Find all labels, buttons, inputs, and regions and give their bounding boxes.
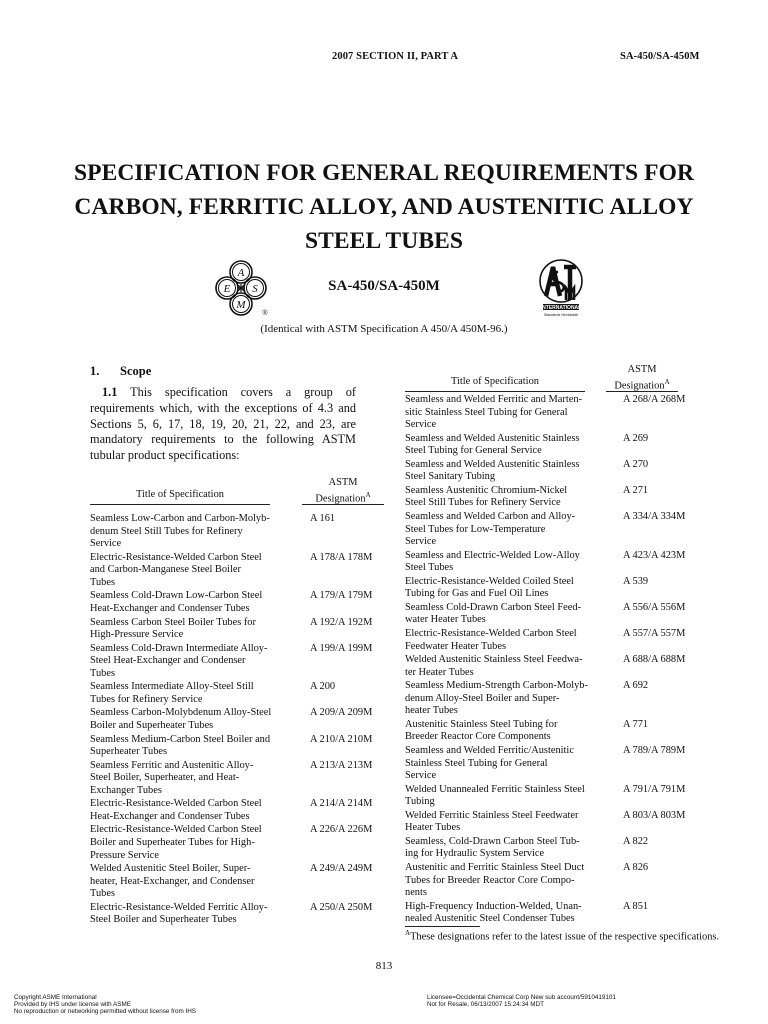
astm-header-line: Designation bbox=[614, 380, 665, 392]
footer-line: Licensee=Occidental Chemical Corp New sub account/5910419101 bbox=[427, 994, 616, 1001]
spec-title-line: Boiler and Superheater Tubes for High- bbox=[90, 836, 255, 848]
section-heading bbox=[90, 364, 151, 379]
spec-title-line: Steel Tubing for General Service bbox=[405, 445, 542, 457]
spec-designation: A 199/A 199M bbox=[310, 642, 373, 654]
spec-title-line: nents bbox=[405, 887, 427, 899]
page-number: 813 bbox=[375, 960, 393, 972]
spec-title bbox=[90, 513, 305, 551]
spec-title bbox=[90, 552, 305, 590]
document-title bbox=[60, 156, 708, 258]
asme-logo-letter: M bbox=[236, 299, 246, 311]
asme-logo-letter: E bbox=[223, 283, 231, 295]
spec-title bbox=[405, 654, 625, 679]
footer-line: Provided by IHS under license with ASME bbox=[14, 1001, 131, 1008]
section-title: Scope bbox=[120, 364, 152, 378]
footnote-marker: A bbox=[365, 491, 371, 499]
spec-title-line: Seamless and Electric-Welded Low-Alloy bbox=[405, 549, 580, 561]
spec-designation: A 249/A 249M bbox=[310, 863, 373, 875]
spec-designation: A 803/A 803M bbox=[623, 809, 686, 821]
spec-title-line: Seamless Intermediate Alloy-Steel Still bbox=[90, 681, 254, 693]
footer-line: Not for Resale, 06/13/2007 15:24:34 MDT bbox=[427, 1001, 544, 1008]
spec-designation: A 271 bbox=[623, 484, 649, 496]
spec-title-line: denum Alloy-Steel Boiler and Super- bbox=[405, 692, 560, 704]
spec-title-line: Exchanger Tubes bbox=[90, 784, 162, 796]
spec-title-line: Electric-Resistance-Welded Ferritic Alloy- bbox=[90, 901, 268, 913]
spec-title-line: Tubing bbox=[405, 796, 435, 808]
spec-title bbox=[405, 680, 625, 718]
title-line: SPECIFICATION FOR GENERAL REQUIREMENTS FOR bbox=[73, 160, 695, 186]
footnote-text: These designations refer to the latest issue of the respective specifications. bbox=[410, 931, 720, 943]
spec-title bbox=[405, 745, 625, 783]
designation-heading: SA-450/SA-450M bbox=[328, 278, 440, 294]
registered-mark: ® bbox=[262, 310, 268, 317]
spec-title-line: Service bbox=[405, 770, 437, 782]
spec-title bbox=[405, 511, 625, 549]
spec-title bbox=[405, 550, 625, 575]
spec-title-line: Welded Unannealed Ferritic Stainless Steel bbox=[405, 783, 585, 795]
spec-title-line: Seamless Medium-Strength Carbon-Molyb- bbox=[405, 680, 588, 692]
spec-title-line: ing for Hydraulic System Service bbox=[405, 848, 545, 860]
spec-designation: A 539 bbox=[623, 575, 649, 587]
spec-title-line: High-Frequency Induction-Welded, Unan- bbox=[405, 900, 582, 912]
spec-designation: A 423/A 423M bbox=[623, 549, 686, 561]
spec-title-line: Seamless and Welded Austenitic Stainless bbox=[405, 458, 580, 470]
spec-designation: A 791/A 791M bbox=[623, 783, 686, 795]
left-table-header-rule bbox=[302, 504, 384, 505]
astm-header-line: Designation bbox=[315, 493, 366, 505]
section-number: 1. bbox=[90, 364, 100, 378]
spec-title-line: Seamless and Welded Carbon and Alloy- bbox=[405, 511, 576, 522]
spec-title bbox=[405, 810, 625, 835]
title-line: STEEL TUBES bbox=[304, 228, 464, 254]
spec-title-line: Electric-Resistance-Welded Carbon Steel bbox=[90, 551, 262, 563]
identical-note: (Identical with ASTM Specification A 450/A 450M-96.) bbox=[260, 323, 508, 335]
spec-title-line: Seamless Ferritic and Austenitic Alloy- bbox=[90, 759, 254, 771]
footer-line: Copyright ASME International bbox=[14, 994, 97, 1001]
spec-title-line: Electric-Resistance-Welded Coiled Steel bbox=[405, 575, 574, 587]
spec-title bbox=[405, 784, 625, 809]
spec-designation: A 688/A 688M bbox=[623, 654, 686, 666]
spec-title bbox=[405, 628, 625, 653]
spec-title-line: ter Heater Tubes bbox=[405, 666, 474, 678]
spec-designation: A 557/A 557M bbox=[623, 628, 686, 639]
spec-title bbox=[405, 836, 625, 861]
spec-title-line: Seamless Medium-Carbon Steel Boiler and bbox=[90, 733, 271, 745]
spec-title-line: Steel Tubes for Low-Temperature bbox=[405, 523, 546, 535]
spec-title-line: Steel Boiler and Superheater Tubes bbox=[90, 914, 237, 926]
spec-designation: A 214/A 214M bbox=[310, 798, 373, 810]
spec-title-line: and Carbon-Manganese Steel Boiler bbox=[90, 564, 241, 576]
spec-title bbox=[90, 734, 305, 759]
spec-title bbox=[90, 707, 305, 732]
astm-logo-tagline: Standards Worldwide bbox=[543, 313, 579, 317]
spec-title-line: High-Pressure Service bbox=[90, 629, 184, 641]
spec-title-line: Electric-Resistance-Welded Carbon Steel bbox=[90, 798, 262, 810]
running-header-code: SA-450/SA-450M bbox=[620, 51, 700, 62]
spec-title-line: Steel Boiler, Superheater, and Heat- bbox=[90, 772, 240, 784]
spec-designation: A 209/A 209M bbox=[310, 707, 373, 719]
spec-title-line: Tubes for Breeder Reactor Core Compo- bbox=[405, 874, 575, 886]
spec-title bbox=[405, 576, 625, 601]
spec-designation: A 179/A 179M bbox=[310, 590, 373, 602]
spec-designation: A 161 bbox=[310, 513, 336, 524]
spec-designation: A 200 bbox=[310, 681, 336, 693]
spec-title-line: Tubes for Refinery Service bbox=[90, 693, 203, 705]
right-table-astm-header bbox=[606, 363, 678, 392]
spec-title bbox=[90, 590, 305, 615]
spec-title-line: Heater Tubes bbox=[405, 822, 461, 834]
right-table-header-rule bbox=[606, 391, 678, 392]
spec-title-line: Seamless and Welded Ferritic/Austenitic bbox=[405, 745, 574, 756]
spec-title-line: Seamless Low-Carbon and Carbon-Molyb- bbox=[90, 513, 270, 524]
spec-title-line: Service bbox=[405, 419, 437, 431]
left-table-header-rule bbox=[90, 504, 270, 505]
astm-header-line: ASTM bbox=[627, 364, 657, 375]
spec-title-line: Heat-Exchanger and Condenser Tubes bbox=[90, 810, 250, 822]
footer-copyright bbox=[14, 994, 196, 1015]
spec-title-line: Service bbox=[405, 536, 437, 548]
spec-title bbox=[90, 863, 305, 901]
spec-title-line: Seamless Carbon Steel Boiler Tubes for bbox=[90, 616, 256, 628]
spec-title bbox=[405, 433, 625, 458]
spec-designation: A 226/A 226M bbox=[310, 824, 373, 836]
spec-title-line: Tubes bbox=[90, 667, 116, 679]
spec-title-line: Stainless Steel Tubing for General bbox=[405, 757, 548, 769]
spec-title-line: Seamless, Cold-Drawn Carbon Steel Tub- bbox=[405, 835, 580, 847]
spec-designation: A 826 bbox=[623, 862, 649, 873]
spec-title bbox=[405, 459, 625, 484]
spec-title-line: Seamless and Welded Ferritic and Marten- bbox=[405, 394, 583, 405]
spec-title bbox=[90, 824, 305, 862]
paragraph-text: This specification covers a group of requirements which, with the exceptions of 4.3 and Sections 5, 6, 17, 18, 19, 20, 21, 22, and 23, are mandatory requirements to the following ASTM tubular product specifications: bbox=[90, 385, 356, 463]
spec-title bbox=[90, 617, 305, 642]
footer-line: No reproduction or networking permitted without license from IHS bbox=[14, 1008, 196, 1015]
spec-title-line: nealed Austenitic Steel Condenser Tubes bbox=[405, 913, 575, 925]
spec-title-line: Service bbox=[90, 538, 122, 550]
spec-title-line: water Heater Tubes bbox=[405, 614, 486, 626]
spec-title-line: Seamless Carbon-Molybdenum Alloy-Steel bbox=[90, 707, 272, 719]
spec-title bbox=[405, 602, 625, 627]
spec-title-line: Tubes bbox=[90, 888, 116, 900]
spec-designation: A 851 bbox=[623, 900, 649, 912]
spec-title-line: heater, Heat-Exchanger, and Condenser bbox=[90, 875, 255, 887]
left-table-title-header: Title of Specification bbox=[136, 489, 224, 500]
spec-title-line: Steel Sanitary Tubing bbox=[405, 471, 496, 483]
spec-title-line: Feedwater Heater Tubes bbox=[405, 640, 506, 652]
spec-title-line: denum Steel Still Tubes for Refinery bbox=[90, 525, 243, 537]
spec-designation: A 270 bbox=[623, 458, 649, 470]
spec-designation: A 250/A 250M bbox=[310, 901, 373, 913]
spec-title-line: Austenitic and Ferritic Stainless Steel Duct bbox=[405, 862, 585, 873]
spec-title bbox=[90, 760, 305, 798]
spec-designation: A 268/A 268M bbox=[623, 394, 686, 405]
spec-title bbox=[405, 862, 625, 900]
footnote-rule bbox=[405, 926, 480, 927]
spec-title-line: Steel Tubes bbox=[405, 562, 454, 574]
spec-title-line: Electric-Resistance-Welded Carbon Steel bbox=[90, 824, 262, 836]
spec-designation: A 789/A 789M bbox=[623, 745, 686, 756]
footer-license bbox=[427, 994, 616, 1008]
astm-logo-international: INTERNATIONAL bbox=[540, 305, 582, 311]
title-line: CARBON, FERRITIC ALLOY, AND AUSTENITIC ALLOY bbox=[74, 194, 694, 220]
spec-title bbox=[405, 394, 625, 432]
paragraph-number: 1.1 bbox=[102, 385, 118, 399]
spec-title bbox=[90, 643, 305, 681]
spec-designation: A 334/A 334M bbox=[623, 511, 686, 522]
spec-title-line: heater Tubes bbox=[405, 705, 458, 717]
right-table-header-rule bbox=[405, 391, 585, 392]
running-header-section: 2007 SECTION II, PART A bbox=[332, 51, 459, 62]
spec-title-line: Seamless Austenitic Chromium-Nickel bbox=[405, 484, 568, 496]
asme-logo-letter: A bbox=[237, 267, 245, 279]
spec-title bbox=[90, 681, 305, 706]
spec-title-line: Seamless Cold-Drawn Low-Carbon Steel bbox=[90, 590, 263, 602]
footnote-marker: A bbox=[405, 929, 411, 937]
spec-title-line: Steel Heat-Exchanger and Condenser bbox=[90, 655, 246, 667]
spec-title bbox=[90, 798, 305, 823]
spec-title-line: Heat-Exchanger and Condenser Tubes bbox=[90, 602, 250, 614]
asme-logo-letter: S bbox=[252, 283, 258, 295]
spec-designation: A 692 bbox=[623, 680, 649, 692]
spec-title bbox=[405, 485, 625, 510]
table-footnote bbox=[405, 929, 719, 942]
spec-title bbox=[405, 901, 625, 926]
spec-designation: A 771 bbox=[623, 718, 649, 730]
spec-title-line: Seamless and Welded Austenitic Stainless bbox=[405, 432, 580, 444]
astm-logo bbox=[536, 258, 586, 320]
spec-title-line: Superheater Tubes bbox=[90, 746, 168, 758]
spec-designation: A 213/A 213M bbox=[310, 759, 373, 771]
spec-designation: A 269 bbox=[623, 432, 649, 444]
spec-title-line: Tubing for Gas and Fuel Oil Lines bbox=[405, 588, 549, 600]
spec-title-line: Breeder Reactor Core Components bbox=[405, 731, 551, 743]
spec-title bbox=[90, 902, 305, 927]
astm-header-line: ASTM bbox=[328, 477, 358, 488]
spec-title-line: Seamless Cold-Drawn Carbon Steel Feed- bbox=[405, 601, 582, 613]
spec-title-line: Boiler and Superheater Tubes bbox=[90, 719, 214, 731]
spec-title bbox=[405, 719, 625, 744]
spec-title-line: Austenitic Stainless Steel Tubing for bbox=[405, 718, 558, 730]
scope-paragraph bbox=[90, 385, 356, 464]
spec-designation: A 556/A 556M bbox=[623, 601, 686, 613]
spec-designation: A 178/A 178M bbox=[310, 551, 373, 563]
spec-designation: A 210/A 210M bbox=[310, 733, 373, 745]
spec-title-line: Tubes bbox=[90, 576, 116, 588]
spec-title-line: Welded Austenitic Stainless Steel Feedwa- bbox=[405, 654, 583, 666]
spec-designation: A 822 bbox=[623, 835, 649, 847]
spec-title-line: Electric-Resistance-Welded Carbon Steel bbox=[405, 628, 577, 639]
spec-title-line: Welded Ferritic Stainless Steel Feedwater bbox=[405, 809, 579, 821]
footnote-marker: A bbox=[664, 378, 670, 386]
spec-title-line: Seamless Cold-Drawn Intermediate Alloy- bbox=[90, 642, 268, 654]
spec-designation: A 192/A 192M bbox=[310, 616, 373, 628]
spec-title-line: Pressure Service bbox=[90, 849, 159, 861]
left-table-astm-header bbox=[302, 476, 384, 505]
spec-title-line: sitic Stainless Steel Tubing for General bbox=[405, 406, 568, 418]
spec-title-line: Steel Still Tubes for Refinery Service bbox=[405, 497, 561, 509]
spec-title-line: Welded Austenitic Steel Boiler, Super- bbox=[90, 863, 251, 875]
right-table-title-header: Title of Specification bbox=[451, 376, 539, 387]
